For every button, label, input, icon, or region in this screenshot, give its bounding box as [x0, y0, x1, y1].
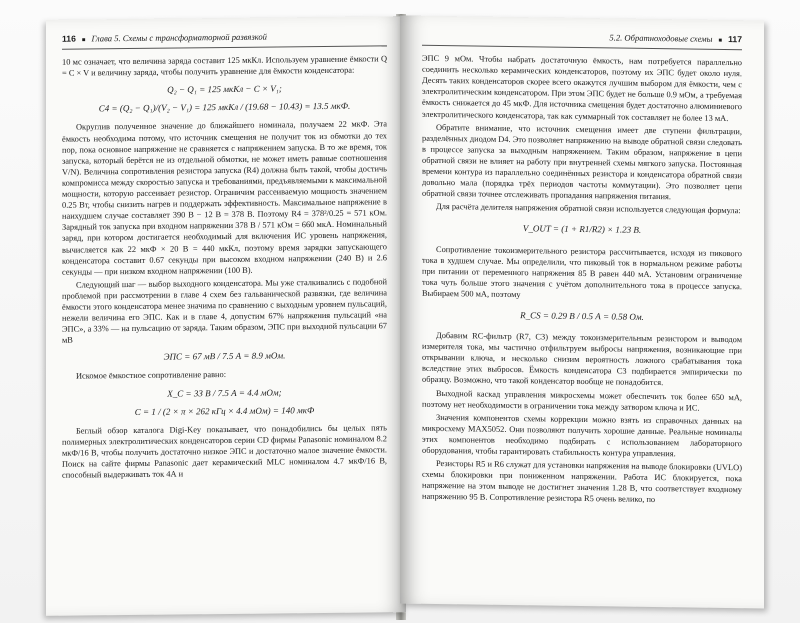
square-bullet-icon: ■	[718, 37, 723, 44]
equation: Q₂ − Q₁ = 125 мкКл − C × V₁;	[167, 83, 282, 95]
equation: X_C = 33 В / 7.5 А = 4.4 мОм;	[167, 386, 282, 399]
paragraph: ЭПС 9 мОм. Чтобы набрать достаточную ёмкость, нам потребуется параллельно соединить несколько керамических конденсаторов, поэтому их ЭПС будет около нуля. Десять таких конденсаторов скорее всего окажутся лучшим выбором для ёмкости, чем с электролитическим конденсатором. При этом ЭПС будет не больше 0.9 мОм, а требуемая ёмкость снижается до 45 мкФ. Для источника смещения будет достаточно алюминиевого электролитического конденсатора, так как суммарный ток составляет не более 13 мА.	[422, 53, 742, 123]
paragraph: Сопротивление токоизмерительного резистора рассчитывается, исходя из пикового тока в худшем случае. Мы определили, что пиковый ток в нормальном режиме работы при питании от переменного напряжения 85 В равен 440 мА. Установим ограничение тока чуть больше этого значения с учётом дополнительного тока в процессе запуска. Выбираем 500 мА, поэтому	[422, 244, 742, 300]
paragraph: 10 мс означает, что величина заряда составит 125 мкКл. Используем уравнение ёмкости Q = C × V и величину заряда, чтобы получить уравнение для ёмкости конденсатора:	[62, 54, 387, 78]
left-page	[46, 16, 406, 616]
paragraph: Округлив полученное значение до ближайшего номинала, получаем 22 мкФ. Эта ёмкость необходима потому, что источник смещения не получит ток из обмотки до тех пор, пока основное напряжение не сравняется с напряжением запуска. В то же время, ток запуска, который берётся не из отдельной обмотки, не может иметь равные соотношения V/N). Величина сопротивления резистора запуска (R4) должна быть такой, чтобы достичь компромисса между скоростью запуска и требованиями, предъявляемыми к максимальной мощности, которую рассеивает резистор. Ограничим рассеиваемую мощность значением 0.25 Вт, чтобы снизить нагрев и поддержать эффективность. Максимальное напряжение в наихудшем случае составляет 390 В − 12 В = 378 В. Поэтому R4 = 378²/0.25 = 571 кОм. Зарядный ток запуска при входном напряжении 378 В / 571 кОм = 660 мкА. Номинальный заряд, при котором достигается необходимый для включения ИС уровень напряжения, вычисляется как 22 мкФ × 20 В = 440 мкКл, поэтому время зарядки запускающего конденсатора составит 0.67 секунды при высоком входном напряжении (240 В) и 2.6 секунды — при низком входном напряжении (100 В).	[62, 119, 387, 277]
page-number: 116	[62, 33, 76, 44]
equation: C = 1 / (2 × π × 262 кГц × 4.4 мОм) = 140 мкФ	[134, 404, 315, 417]
paragraph: Беглый обзор каталога Digi-Key показывает, что понадобились бы целых пять полимерных электролитических конденсаторов серии CD фирмы Panasonic номиналом 8.2 мкФ/16 В, чтобы получить достаточно низкое ЭПС и достаточно малое значение ёмкости. Поиск на сайте фирмы Panasonic дает керамический MLC номиналом 4.7 мкФ/16 В, способный выдерживать ток 4А и	[62, 423, 387, 480]
right-page-header	[422, 30, 742, 51]
equation: ЭПС = 67 мВ / 7.5 А = 8.9 мОм.	[163, 350, 286, 362]
paragraph: Значения компонентов схемы коррекции можно взять из справочных данных на микросхему MAX5052. Они позволяют получить хорошие данные. Реальные номиналы этих компонентов необходимо подбирать с использованием лабораторного оборудования, чтобы гарантировать стабильность контура управления.	[422, 412, 742, 459]
equation: V_OUT = (1 + R1/R2) × 1.23 В.	[522, 223, 642, 236]
running-title: 5.2. Обратноходовые схемы	[609, 32, 713, 44]
left-page-content	[62, 30, 387, 483]
running-title: Глава 5. Схемы с трансформаторной развязкой	[91, 31, 267, 44]
right-page-content	[422, 30, 742, 509]
paragraph: Для расчёта делителя напряжения обратной связи используется следующая формула:	[436, 202, 741, 216]
paragraph: Резисторы R5 и R6 служат для установки напряжения на выводе блокировки (UVLO) схемы блокировки при пониженном напряжении. Работа ИС блокируется, пока напряжение на этом выводе не достигнет значения 1.28 В, что соответствует входному напряжению 95 В. Сопротивление резистора R5 очень велико, по	[422, 459, 742, 505]
paragraph: Выходной каскад управления микросхемы может обеспечить ток более 650 мА, поэтому нет необходимости в ограничении тока между затвором ключа и ИС.	[422, 388, 742, 413]
square-bullet-icon: ■	[81, 37, 86, 44]
paragraph: Обратите внимание, что источник смещения имеет две ступени фильтрации, разделённых диодом D4. Это позволяет напряжению на выводе обратной связи следовать в процессе запуска за выходным напряжением. Таким образом, напряжение в цепи обратной связи не влияет на работу при внутренней схемы мягкого запуска. Постоянная времени контура из параллельно соединённых резистора и конденсатора обратной связи довольно мала (порядка трёх периодов частоты коммутации). Это позволяет цепи обратной связи точнее отслеживать пропадания напряжения питания.	[422, 122, 742, 202]
paragraph: Добавим RC-фильтр (R7, C3) между токоизмерительным резистором и выводом измерителя тока, мы частично отфильтруем выбросы напряжения, возникающие при открывании ключа, и несколько снизим вероятность ложного срабатывания тока вследствие этих выбросов. Ёмкость конденсатора C3 подбирается эмпирически по образцу. Возможно, что такой конденсатор вообще не понадобится.	[422, 331, 742, 388]
paragraph: Следующий шаг — выбор выходного конденсатора. Мы уже сталкивались с подобной проблемой при рассмотрении в главе 4 схем без гальванической развязки, где величина ёмкости этого конденсатора менее значима по сравнению с выходным уровнем пульсаций, нежели величина его ЭПС. Как и в главе 4, допустим 67% напряжения пульсаций «на ЭПС», а 33% — на пульсацию от заряда. Таким образом, ЭПС при выходной пульсации 67 мВ	[62, 277, 387, 345]
paragraph: Искомое ёмкостное сопротивление равно:	[76, 370, 227, 382]
left-page-header	[62, 30, 387, 49]
right-page	[400, 15, 764, 608]
equation: C4 = (Q₂ − Q₁)/(V₂ − V₁) = 125 мкКл / (19.68 − 10.43) = 13.5 мкФ.	[98, 101, 351, 114]
page-number: 117	[728, 34, 742, 45]
equation: R_CS = 0.29 В / 0.5 А = 0.58 Ом.	[520, 310, 644, 322]
